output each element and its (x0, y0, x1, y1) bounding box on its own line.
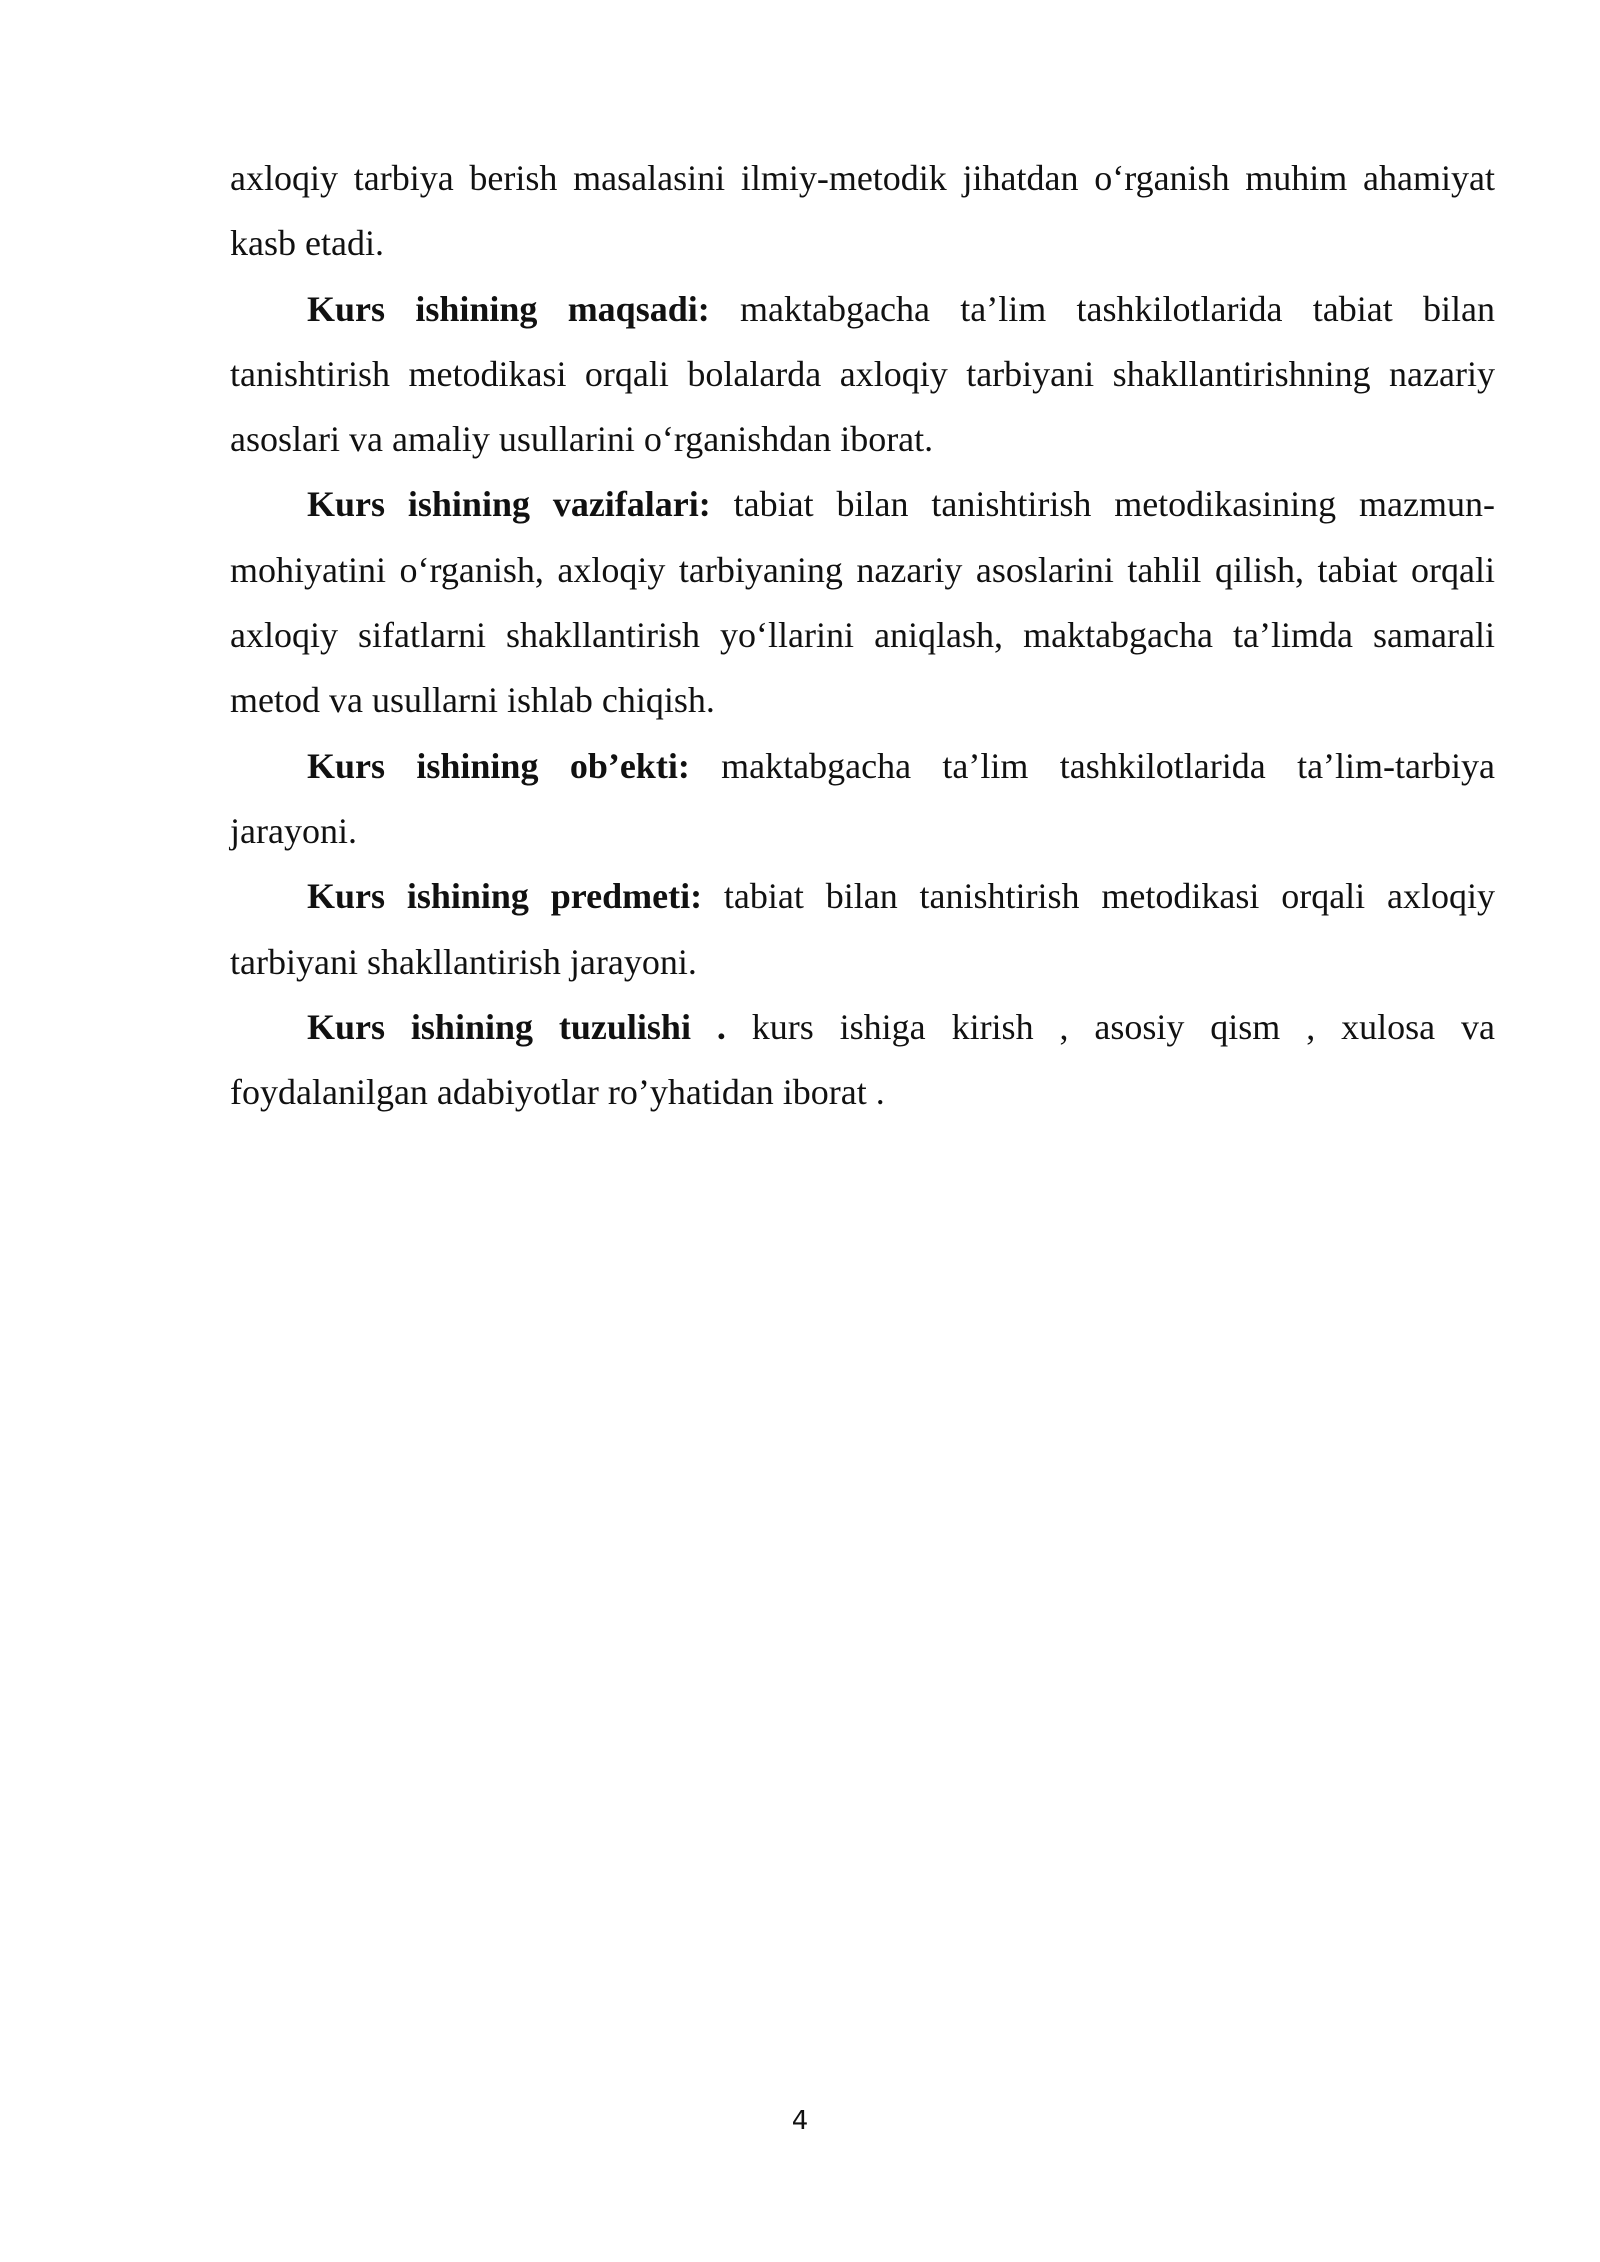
paragraph-object (230, 734, 1495, 865)
paragraph-heading: Kurs ishining vazifalari: (307, 484, 711, 525)
paragraph-text: tabiat bilan tanishtirish metodikasi orqali axloqiy tarbiyani shakllantirish jarayoni. (230, 876, 1495, 982)
paragraph-heading: Kurs ishining ob’ekti: (307, 745, 690, 786)
paragraph-heading: Kurs ishining tuzulishi . (307, 1006, 726, 1047)
paragraph-intro-continuation (230, 146, 1495, 277)
paragraph-heading: Kurs ishining predmeti: (307, 876, 703, 917)
paragraph-text: tabiat bilan tanishtirish metodikasining mazmun-mohiyatini o‘rganish, axloqiy tarbiyaning nazariy asoslarini tahlil qilish, tabiat orqali axloqiy sifatlarni shakllantirish yo‘llarini aniqlash, maktabgacha ta’limda samarali metod va usullarni ishlab chiqish. (230, 484, 1496, 721)
paragraph-text: kurs ishiga kirish , asosiy qism , xulosa va foydalanilgan adabiyotlar ro’yhatidan iborat . (230, 1006, 1495, 1113)
paragraph-text: maktabgacha ta’lim tashkilotlarida ta’lim-tarbiya jarayoni. (230, 745, 1495, 851)
paragraph-goal (230, 277, 1495, 473)
paragraph-heading: Kurs ishining maqsadi: (307, 288, 710, 329)
paragraph-structure (230, 995, 1495, 1126)
paragraph-text: maktabgacha ta’lim tashkilotlarida tabiat bilan tanishtirish metodikasi orqali bolalarda axloqiy tarbiyani shakllantirishning nazariy asoslari va amaliy usullarini o‘rganishdan iborat. (230, 288, 1496, 460)
page-number: 4 (791, 2106, 809, 2136)
page-body (230, 146, 1495, 1125)
paragraph-tasks (230, 472, 1495, 733)
paragraph-text: axloqiy tarbiya berish masalasini ilmiy-metodik jihatdan o‘rganish muhim ahamiyat kasb etadi. (230, 158, 1495, 264)
paragraph-subject (230, 864, 1495, 995)
